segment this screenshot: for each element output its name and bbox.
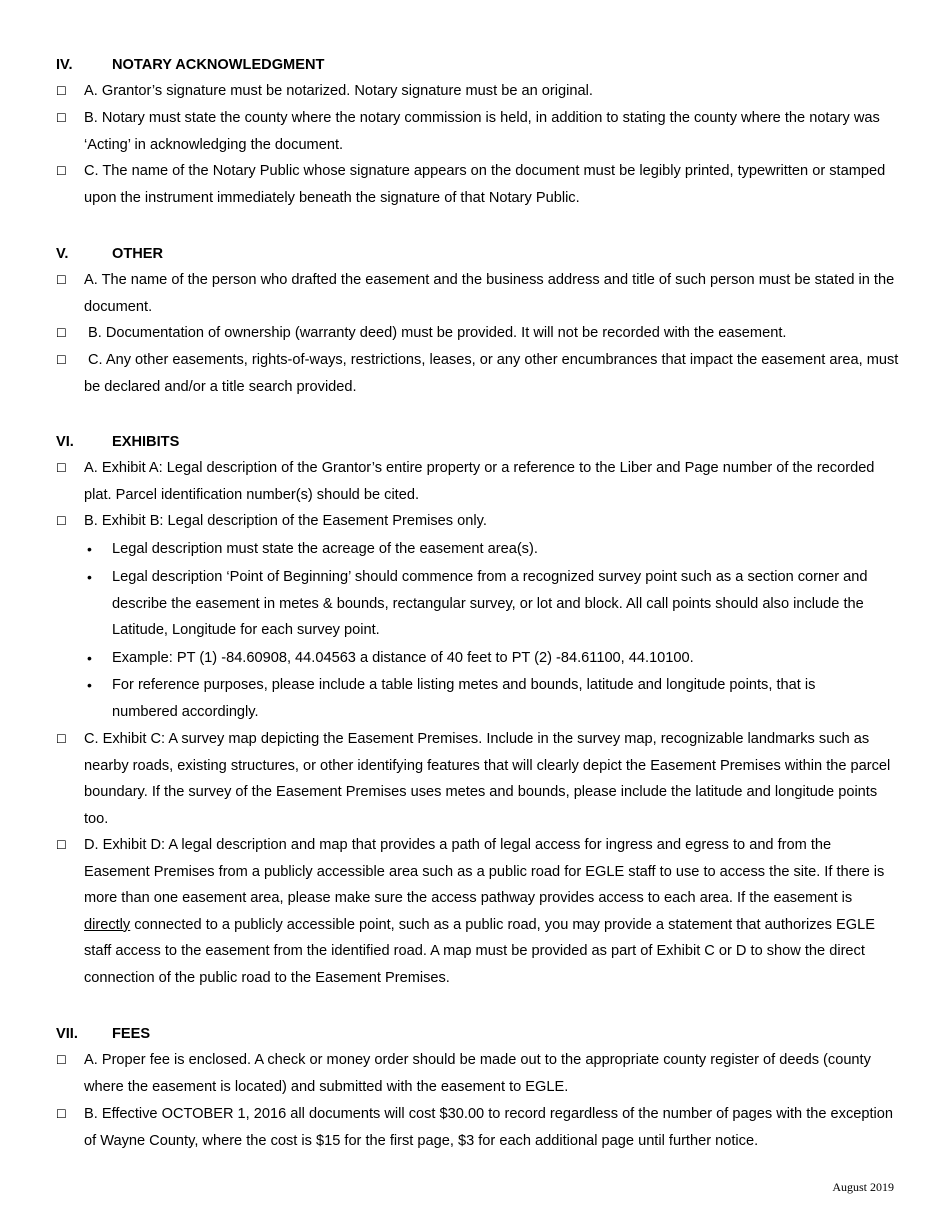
- bullet-item: Legal description must state the acreage of the easement area(s).: [112, 541, 538, 557]
- item-vii-a: A. Proper fee is enclosed. A check or money order should be made out to the appropriate county register of deeds (county where the easement is located) and submitted with the easement to EGLE.: [84, 1052, 871, 1095]
- item-vii-b: B. Effective OCTOBER 1, 2016 all documents will cost $30.00 to record regardless of the number of pages with the exception of Wayne County, where the cost is $15 for the first page, $3 for each additional page until further notice.: [84, 1106, 894, 1149]
- section-title: EXHIBITS: [112, 434, 180, 450]
- item-vi-d-text-rest: connected to a publicly accessible point, such as a public road, you may provide a statement that authorizes EGLE staff access to the easement from the identified road. A map must be provided as part of Exhibit C or D to show the direct connection of the public road to the Easement Premises.: [84, 916, 875, 986]
- bullet: •: [87, 677, 92, 693]
- bullet-item: For reference purposes, please include a table listing metes and bounds, latitude and longitude points, that is numbered accordingly.: [112, 677, 816, 720]
- checkbox-v-c[interactable]: ☐: [56, 353, 67, 367]
- section-heading-v: [56, 244, 163, 264]
- item-v-a: A. The name of the person who drafted the easement and the business address and title of such person must be stated in the document.: [84, 272, 895, 315]
- checkbox-vi-c[interactable]: ☐: [56, 732, 67, 746]
- checkbox-v-b[interactable]: ☐: [56, 326, 67, 340]
- checkbox-iv-b[interactable]: ☐: [56, 111, 67, 125]
- checkbox-iv-a[interactable]: ☐: [56, 84, 67, 98]
- section-heading-vi: [56, 432, 179, 452]
- item-iv-c: C. The name of the Notary Public whose signature appears on the document must be legibly printed, typewritten or stamped upon the instrument immediately beneath the signature of that Notary Public.: [84, 163, 886, 206]
- item-vi-a: A. Exhibit A: Legal description of the Grantor’s entire property or a reference to the Liber and Page number of the recorded plat. Parcel identification number(s) should be cited.: [84, 460, 875, 503]
- footer-date: August 2019: [832, 1180, 894, 1194]
- section-number: IV.: [56, 57, 73, 73]
- item-vi-d-underlined: directly: [84, 916, 131, 933]
- bullet-item: Legal description ‘Point of Beginning’ should commence from a recognized survey point such as a section corner and describe the easement in metes & bounds, rectangular survey, or lot and block. All call points should also include the Latitude, Longitude for each survey point.: [112, 569, 868, 639]
- checkbox-vi-b[interactable]: ☐: [56, 514, 67, 528]
- checkbox-v-a[interactable]: ☐: [56, 273, 67, 287]
- checkbox-vi-d[interactable]: ☐: [56, 838, 67, 852]
- item-vi-d: [84, 832, 896, 992]
- section-title: NOTARY ACKNOWLEDGMENT: [112, 57, 325, 73]
- bullet-item: Example: PT (1) -84.60908, 44.04563 a distance of 40 feet to PT (2) -84.61100, 44.10100.: [112, 650, 694, 666]
- section-number: V.: [56, 246, 69, 262]
- section-title: OTHER: [112, 246, 164, 262]
- item-iv-a: A. Grantor’s signature must be notarized. Notary signature must be an original.: [84, 83, 593, 99]
- section-number: VI.: [56, 434, 74, 450]
- item-iv-b: B. Notary must state the county where the notary commission is held, in addition to stating the county where the notary was ‘Acting’ in acknowledging the document.: [84, 110, 880, 153]
- bullet: •: [87, 541, 92, 557]
- item-vi-b: B. Exhibit B: Legal description of the Easement Premises only.: [84, 513, 487, 529]
- section-heading-iv: [56, 55, 324, 75]
- checkbox-iv-c[interactable]: ☐: [56, 164, 67, 178]
- section-number: VII.: [56, 1026, 78, 1042]
- checkbox-vii-a[interactable]: ☐: [56, 1053, 67, 1067]
- section-title: FEES: [112, 1026, 151, 1042]
- item-vi-c: C. Exhibit C: A survey map depicting the Easement Premises. Include in the survey map, recognizable landmarks such as nearby roads, existing structures, or other identifying features that will clearly depict the Easement Premises within the parcel boundary. If the survey of the Easement Premises uses metes and bounds, please include the latitude and longitude points too.: [84, 731, 891, 827]
- bullet: •: [87, 650, 92, 666]
- item-vi-d-text: D. Exhibit D: A legal description and map that provides a path of legal access for ingress and egress to and from the Easement Premises from a publicly accessible area such as a public road for EGLE staff to use to access the site. If there is more than one easement area, please make sure the access pathway provides access to each area. If the easement is: [84, 837, 885, 907]
- checkbox-vi-a[interactable]: ☐: [56, 461, 67, 475]
- checkbox-vii-b[interactable]: ☐: [56, 1107, 67, 1121]
- bullet: •: [87, 569, 92, 585]
- item-v-c: C. Any other easements, rights-of-ways, restrictions, leases, or any other encumbrances that impact the easement area, must be declared and/or a title search provided.: [84, 352, 899, 395]
- section-heading-vii: [56, 1024, 150, 1044]
- item-v-b: B. Documentation of ownership (warranty deed) must be provided. It will not be recorded with the easement.: [88, 325, 787, 341]
